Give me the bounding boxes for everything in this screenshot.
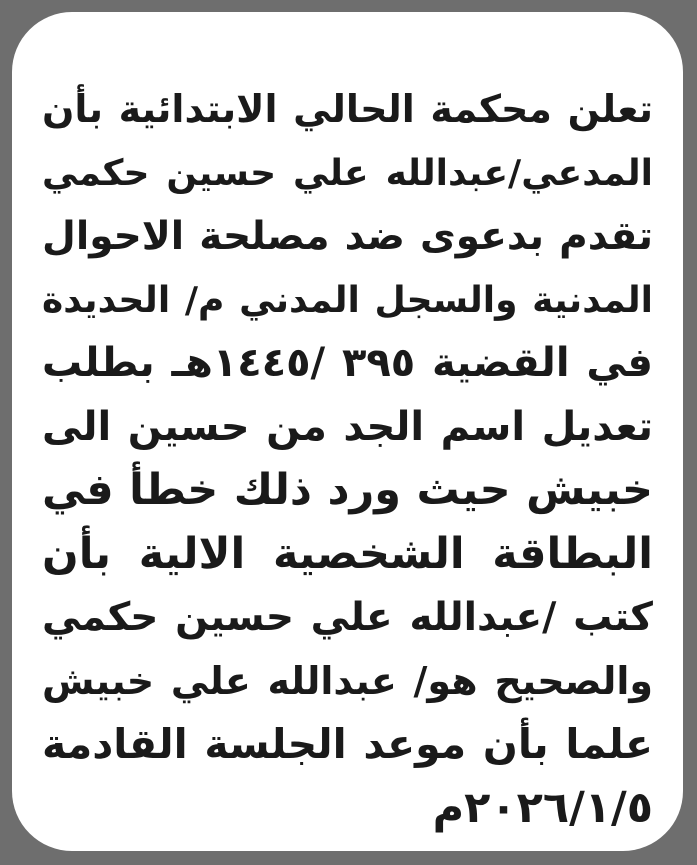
notice-line: والصحيح هو/ عبدالله علي خبيش	[42, 658, 653, 703]
notice-line: في القضية ٣٩٥ /١٤٤٥هـ بطلب	[42, 340, 653, 386]
notice-text	[42, 78, 653, 840]
notice-line: تعلن محكمة الحالي الابتدائية بأن	[42, 87, 653, 131]
notice-line: كتب /عبدالله علي حسين حكمي	[42, 595, 653, 640]
notice-date-line: ٢٠٢٦/١/٥م	[432, 782, 653, 833]
notice-line: تعديل اسم الجد من حسين الى	[42, 403, 653, 450]
notice-line: المدعي/عبدالله علي حسين حكمي	[42, 152, 653, 194]
notice-line: خبيش حيث ورد ذلك خطأ في	[42, 465, 653, 515]
notice-line: المدنية والسجل المدني م/ الحديدة	[42, 279, 653, 321]
notice-card	[12, 12, 683, 851]
notice-line: علما بأن موعد الجلسة القادمة	[42, 720, 653, 768]
notice-line: تقدم بدعوى ضد مصلحة الاحوال	[42, 214, 653, 259]
notice-line: البطاقة الشخصية الالية بأن	[42, 528, 653, 579]
